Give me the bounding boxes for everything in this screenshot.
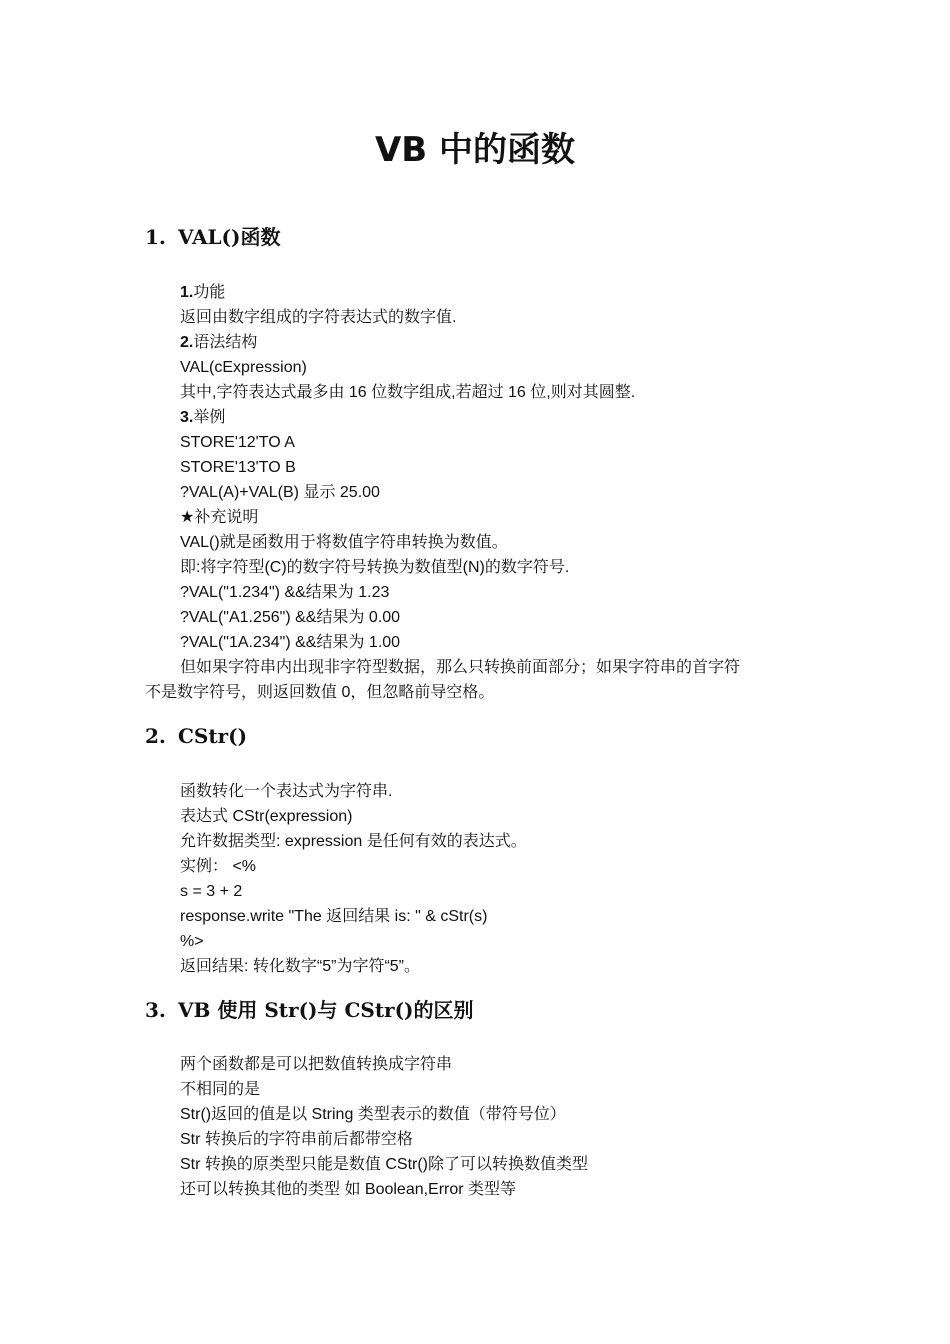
text-line: Str 转换后的字符串前后都带空格 — [180, 1131, 413, 1148]
text-line: 两个函数都是可以把数值转换成字符串 — [180, 1056, 453, 1073]
text-line: 不相同的是 — [180, 1081, 261, 1098]
text-line: STORE'13'TO B — [180, 459, 296, 476]
text-line: 其中,字符表达式最多由 16 位数字组成,若超过 16 位,则对其圆整. — [180, 384, 636, 401]
text-line: ?VAL(A)+VAL(B) 显示 25.00 — [180, 484, 380, 501]
paragraph-line: 不是数字符号，则返回数值 0，但忽略前导空格。 — [145, 684, 495, 701]
text-line: 允许数据类型: expression 是任何有效的表达式。 — [180, 833, 527, 850]
text-line: ?VAL("1A.234") &&结果为 1.00 — [180, 634, 401, 651]
text-line: 1.功能 — [180, 284, 226, 301]
paragraph — [145, 655, 815, 705]
section-title: CStr() — [178, 724, 248, 748]
text-line: ?VAL("A1.256") &&结果为 0.00 — [180, 609, 401, 626]
section-heading-3 — [145, 996, 474, 1024]
section-number: 1. — [145, 225, 166, 249]
text-line: VAL(cExpression) — [180, 359, 307, 376]
text-line: 即:将字符型(C)的数字符号转换为数值型(N)的数字符号. — [180, 559, 570, 576]
text-line: 函数转化一个表达式为字符串. — [180, 783, 393, 800]
section-heading-1 — [145, 223, 280, 251]
text-line: 实例： <% — [180, 858, 257, 875]
text-line: Str 转换的原类型只能是数值 CStr()除了可以转换数值类型 — [180, 1156, 588, 1173]
text-line: VAL()就是函数用于将数值字符串转换为数值。 — [180, 534, 508, 551]
section-number: 3. — [145, 998, 166, 1022]
text-line: 2.语法结构 — [180, 334, 258, 351]
text-line: response.write "The 返回结果 is: " & cStr(s) — [180, 908, 488, 925]
section-title: VAL()函数 — [178, 225, 281, 249]
section-title: VB 使用 Str()与 CStr()的区别 — [178, 998, 474, 1022]
text-line: 返回由数字组成的字符表达式的数字值. — [180, 309, 457, 326]
text-line: 还可以转换其他的类型 如 Boolean,Error 类型等 — [180, 1181, 517, 1198]
text-line: ★补充说明 — [180, 509, 259, 526]
text-line: STORE'12'TO A — [180, 434, 295, 451]
paragraph-line: 但如果字符串内出现非字符型数据，那么只转换前面部分；如果字符串的首字符 — [180, 659, 741, 676]
section-heading-2 — [145, 722, 247, 750]
text-line: 返回结果: 转化数字“5”为字符“5”。 — [180, 958, 421, 975]
text-line: %> — [180, 933, 204, 950]
document-title: VB 中的函数 — [374, 130, 576, 170]
text-line: ?VAL("1.234") &&结果为 1.23 — [180, 584, 390, 601]
text-line: 3.举例 — [180, 409, 226, 426]
section-number: 2. — [145, 724, 166, 748]
text-line: 表达式 CStr(expression) — [180, 808, 353, 825]
text-line: s = 3 + 2 — [180, 883, 243, 900]
text-line: Str()返回的值是以 String 类型表示的数值（带符号位） — [180, 1106, 566, 1123]
